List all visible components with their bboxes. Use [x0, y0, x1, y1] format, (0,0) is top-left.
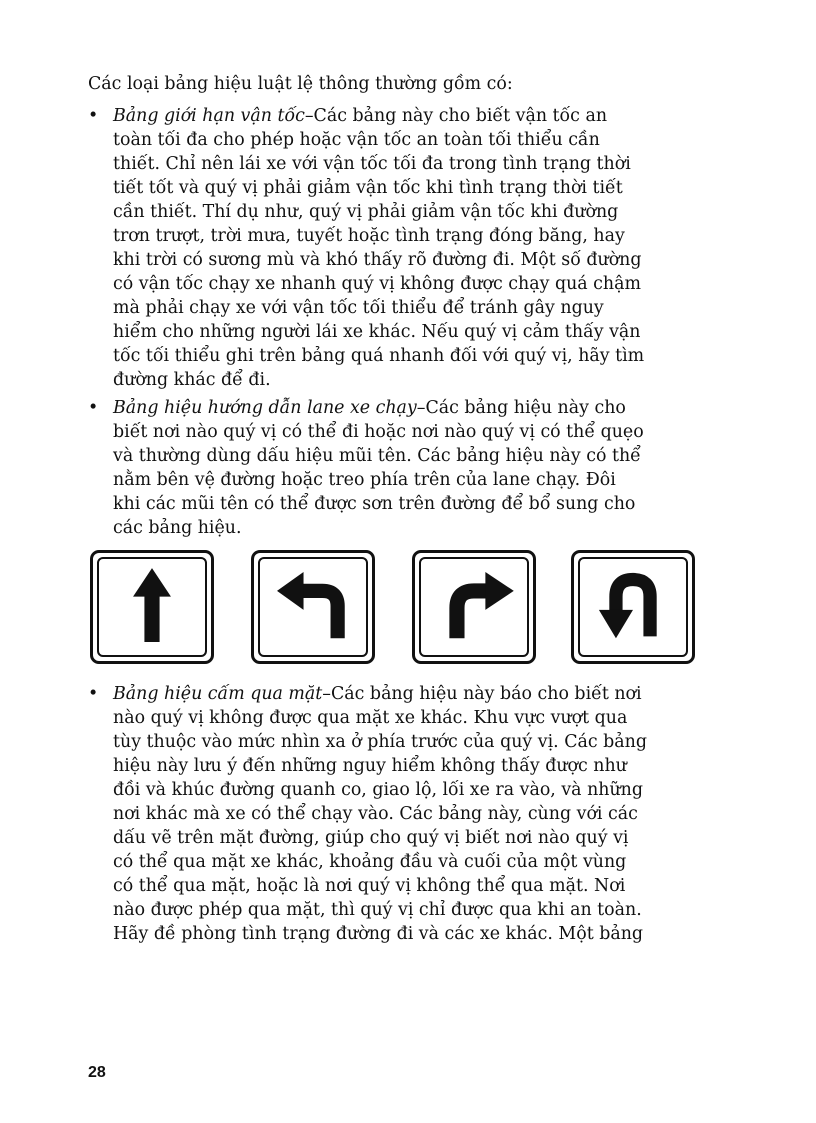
intro-text: Các loại bảng hiệu luật lệ thông thường gồm có:: [88, 74, 513, 94]
text-line: biết nơi nào quý vị có thể đi hoặc nơi nào quý vị có thể quẹo: [113, 422, 644, 442]
text-line: tốc tối thiểu ghi trên bảng quá nhanh đối với quý vị, hãy tìm: [113, 346, 645, 366]
text-line: hiểm cho những người lái xe khác. Nếu quý vị cảm thấy vận: [113, 322, 641, 342]
text-line: có vận tốc chạy xe nhanh quý vị không được chạy quá chậm: [113, 274, 641, 294]
text-line: trơn trượt, trời mưa, tuyết hoặc tình trạng đóng băng, hay: [113, 226, 625, 246]
text-line: tùy thuộc vào mức nhìn xa ở phía trước của quý vị. Các bảng: [113, 732, 647, 752]
text-line: nào quý vị không được qua mặt xe khác. Khu vực vượt qua: [113, 708, 628, 728]
bullet-first-line: Bảng giới hạn vận tốc–Các bảng này cho biết vận tốc an: [113, 106, 608, 126]
bullet-term: Bảng hiệu cấm qua mặt: [113, 684, 323, 704]
text-line: tiết tốt và quý vị phải giảm vận tốc khi tình trạng thời tiết: [113, 178, 623, 198]
text-line: nơi khác mà xe có thể chạy vào. Các bảng này, cùng với các: [113, 804, 638, 824]
bullet-no-passing-signs: [88, 682, 728, 946]
sign-straight: [90, 550, 214, 664]
sign-u-turn: [571, 550, 695, 664]
text-line: đồi và khúc đường quanh co, giao lộ, lối xe ra vào, và những: [113, 780, 643, 800]
straight-arrow-icon: [93, 553, 211, 661]
text-line: Hãy đề phòng tình trạng đường đi và các xe khác. Một bảng: [113, 924, 644, 944]
text-line: thiết. Chỉ nên lái xe với vận tốc tối đa trong tình trạng thời: [113, 154, 631, 174]
bullet-term: Bảng giới hạn vận tốc: [113, 106, 305, 126]
text-line: khi các mũi tên có thể được sơn trên đường để bổ sung cho: [113, 494, 636, 514]
bullet-lane-guidance-signs: [88, 396, 728, 540]
text-line: nằm bên vệ đường hoặc treo phía trên của lane chạy. Đôi: [113, 470, 616, 490]
bullet-marker: •: [88, 398, 99, 418]
text-line: và thường dùng dấu hiệu mũi tên. Các bảng hiệu này có thể: [113, 446, 641, 466]
text-line: cần thiết. Thí dụ như, quý vị phải giảm vận tốc khi đường: [113, 202, 619, 222]
text-line: nào được phép qua mặt, thì quý vị chỉ được qua khi an toàn.: [113, 900, 642, 920]
left-turn-arrow-icon: [254, 553, 372, 661]
text-line: mà phải chạy xe với vận tốc tối thiểu để tránh gây nguy: [113, 298, 604, 318]
bullet-first-line: Bảng hiệu cấm qua mặt–Các bảng hiệu này báo cho biết nơi: [113, 684, 642, 704]
text-line: các bảng hiệu.: [113, 518, 242, 538]
text-line: toàn tối đa cho phép hoặc vận tốc an toàn tối thiểu cần: [113, 130, 600, 150]
bullet-term: Bảng hiệu hướng dẫn lane xe chạy: [113, 398, 417, 418]
bullet-marker: •: [88, 684, 99, 704]
text-line: hiệu này lưu ý đến những nguy hiểm không thấy được như: [113, 756, 627, 776]
bullet-marker: •: [88, 106, 99, 126]
sign-right-turn: [412, 550, 536, 664]
bullet-first-line: Bảng hiệu hướng dẫn lane xe chạy–Các bảng hiệu này cho: [113, 398, 626, 418]
right-turn-arrow-icon: [415, 553, 533, 661]
lane-sign-row: [90, 550, 700, 668]
text-line: có thể qua mặt, hoặc là nơi quý vị không thể qua mặt. Nơi: [113, 876, 626, 896]
page-number: 28: [88, 1064, 106, 1081]
text-line: đường khác để đi.: [113, 370, 271, 390]
bullet-body: [113, 104, 728, 392]
text-line: dấu vẽ trên mặt đường, giúp cho quý vị biết nơi nào quý vị: [113, 828, 629, 848]
sign-left-turn: [251, 550, 375, 664]
u-turn-arrow-icon: [574, 553, 692, 661]
text-line: khi trời có sương mù và khó thấy rõ đường đi. Một số đường: [113, 250, 642, 270]
bullet-speed-limit-signs: [88, 104, 728, 392]
bullet-body: [113, 682, 728, 946]
bullet-body: [113, 396, 728, 540]
text-line: có thể qua mặt xe khác, khoảng đầu và cuối của một vùng: [113, 852, 627, 872]
